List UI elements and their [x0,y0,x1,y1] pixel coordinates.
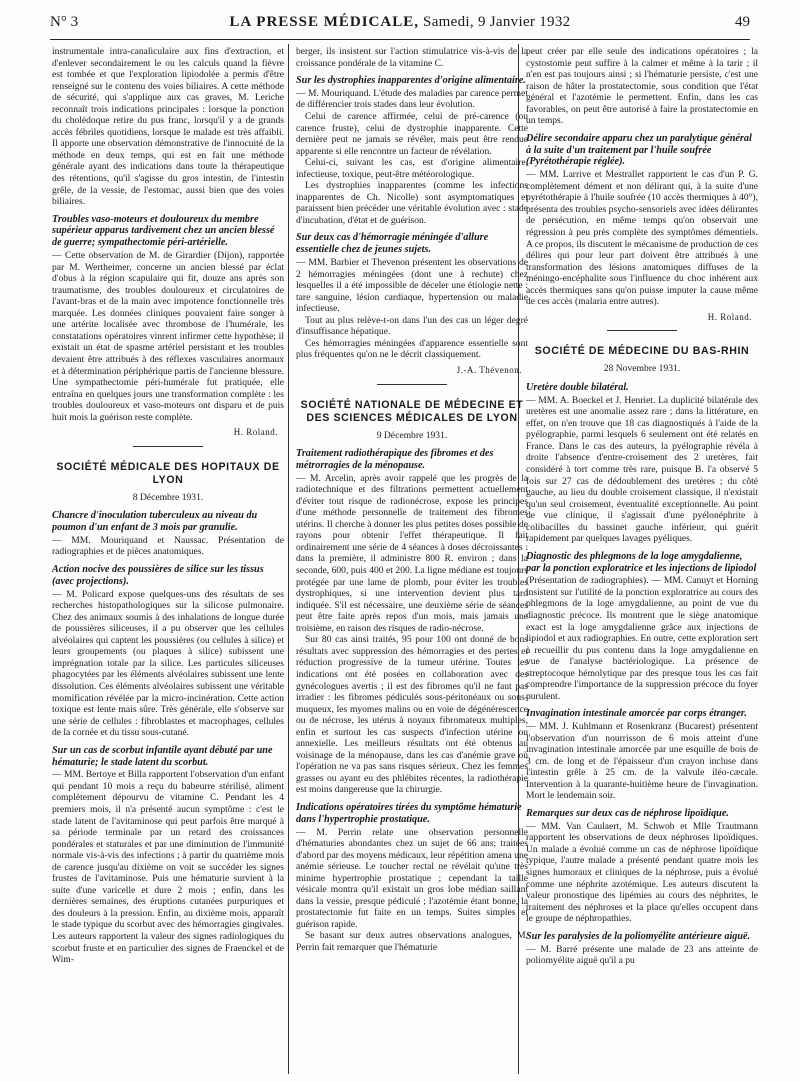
page-number: 49 [735,14,750,30]
paragraph: Se basant sur deux autres observations analogues, M. Perrin fait remarquer que l'hématurie [296,930,528,954]
issue-date: Samedi, 9 Janvier 1932 [423,14,571,30]
running-header [50,14,750,36]
paragraph: — M. Arcelin, après avoir rappelé que les progrès de la radiotechnique et des filtrations permettent actuellement d'éviter tout risque de radionécrose, expose les principes d'une méthode personnelle de traitement des fibromes utérins. Il cherche à donner les plus petites doses possible de rayons pour obtenir l'effet thérapeutique. Il fait ordinairement une série de 4 séances à doses décroissantes : dans la première, il administre 800 R. environ ; dans la seconde, 600, puis 400 et 200. La ligne médiane est toujours protégée par une lame de plomb, pour éviter les troubles dystrophiques, si une intervention devient plus tard indiquée. S'il est nécessaire, une deuxième série de séances peut être faite après repos d'un mois, mais jamais une troisième, en raison des risques de radio-nécrose. [296,472,528,634]
article-heading: Délire secondaire apparu chez un paralytique général à la suite d'un traitement par l'huile soufrée (Pyrétothérapie réglée). [526,132,752,168]
paragraph: instrumentale intra-canaliculaire aux fins d'extraction, et d'enlever secondairement le ou les calculs quand la fièvre est tombée et que l'exploration lipiodolée a permis d'être renseigné sur le contenu des voies biliaires. A cette méthode de sécurité, qui s'applique aux cas graves, M. Leriche reconnaît trois indications principales : lorsque la ponction du cholédoque retire du pus franc, lorsqu'il y a de grands accès fébriles quotidiens, lorsque le malade est très affaibli. Il apporte une observation démonstrative de l'innocuité de la méthode en deux temps, qui est en fait une méthode générale ayant des indications dans toute la thérapeutique des rétentions, qu'il s'agisse du gros intestin, de l'intestin grêle, de la vessie, de l'estomac, aussi bien que des voies biliaires. [52,46,284,208]
author-signature: H. Roland. [707,311,752,322]
article-heading: Diagnostic des phlegmons de la loge amygdalienne, par la ponction exploratrice et les injections de lipiodol [526,550,757,574]
author-signature: J.-A. Thévenon. [456,364,522,375]
article-heading: Troubles vaso-moteurs et douloureux du membre supérieur apparus tardivement chez un ancien blessé de guerre; sympathectomie péri-artérielle. [52,213,275,249]
paragraph: Tout au plus relève-t-on dans l'un des cas un léger degré d'insuffisance hépatique. [296,314,528,338]
society-heading: SOCIÉTÉ MÉDICALE DES HOPITAUX DE LYON [56,460,280,486]
article-heading: Invagination intestinale amorcée par corps étranger. [526,708,747,720]
article-heading: Sur les paralysies de la poliomyélite antérieure aiguë. [526,930,751,942]
column-divider [288,44,289,1074]
society-heading: SOCIÉTÉ NATIONALE DE MÉDECINE ET DES SCIENCES MÉDICALES DE LYON [300,398,524,424]
article-heading: Sur deux cas d'hémorragie méningée d'allure essentielle chez de jeunes sujets. [296,232,489,256]
paragraph: — MM. A. Boeckel et J. Henriet. La duplicité bilatérale des uretères est une anomalie assez rare ; dans la littérature, en effet, on n'en trouve que 18 cas diagnostiqués à l'aide de la pyélographie, parmi lesquels 6 seulement ont été relatés en France. Dans le cas des auteurs, la pyélographie révéla à droite l'absence d'entre-croisement des 2 uretères, fait considéré à tort comme très rare, puisque B. l'a observé 5 fois sur 27 cas de dédoublement des uretères ; du côté gauche, au lieu du double croisement classique, il n'existait qu'un seul croisement, éventualité exceptionnelle. Au point de vue clinique, il s'agissait d'une pyélonéphrite à colibacilles du bassinet gauche inférieur, qui guérit rapidement par quelques lavages pyéliques. [526,394,758,545]
paragraph: — MM. J. Kuhlmann et Rosenkranz (Bucarest) présentent l'observation d'un nourrisson de 6 mois atteint d'une invagination intestinale amorcée par une esquille de bois de 3 cm. de long et de l'épaisseur d'un crayon incluse dans l'intestin grêle à 25 cm. de la valvule iléo-cæcale. Intervention à la quarante-huitième heure de l'invagination. Mort le lendemain soir. [526,721,758,802]
paragraph: — Cette observation de M. de Girardier (Dijon), rapportée par M. Wertheimer, concerne un ancien blessé par éclat d'obus à la région scapulaire qui fit, douze ans après son traumatisme, des troubles douloureux et circulatoires de l'avant-bras et de la main avec impotence fonctionnelle très marquée. Les données cliniques pouvaient faire songer à une artérite localisée avec thrombose de l'humérale, les constatations opératoires vinrent infirmer cette hypothèse; il existait un état de spasme artériel persistant et les troubles devaient être attribués à des réflexes vasculaires anormaux et à détermination périphérique partis de l'ancienne blessure. Une sympathectomie péri-humérale fut pratiquée, elle entraîna en quelques jours une transformation complète : les troubles douloureux et vaso-moteurs ont disparu et de puis huit mois la guérison reste complète. [52,250,284,423]
paragraph: — MM. Van Caulaert, M. Schwob et Mlle Trautmann rapportent les observations de deux néphroses lipoïdiques. Un malade a évolué comme un cas de néphrose lipoïdique typique, l'autre malade a présenté pendant quatre mois les signes humoraux et cliniques de la néphrose, puis a évolué comme une néphrite azotémique. Les auteurs discutent la valeur pronostique des lipémies au cours des néphrites, le traitement des néphroses et la place qu'elles occupent dans le groupe de néphropathies. [526,820,758,925]
society-heading: SOCIÉTÉ DE MÉDECINE DU BAS-RHIN [534,345,750,358]
column-3 [526,46,758,1076]
paragraph: — M. Policard expose quelques-uns des résultats de ses recherches histopathologiques sur la silicose pulmonaire. Chez des animaux soumis à des inhalations de longue durée de poussières siliceuses, il a pu observer que les cellules alvéolaires qui captent les poussières (ou cellules à silice) et leurs groupements (ou plaques à silice) subissent une imprégnation totale par la silice. Les particules siliceuses phagocytées par les éléments alvéolaires subissent une lente dissolution. Ces éléments alvéolaires subissent une véritable momification révélée par la micro-incinération. Cette action toxique est lente mais sûre. Très générale, elle s'observe sur une série de cellules : fibroblastes et macrophages, cellules de la cornée et du tissu sous-cutané. [52,588,284,739]
paragraph: Celui-ci, suivant les cas, est d'origine alimentaire, infectieuse, toxique, peut-être météorologique. [296,157,528,180]
paragraph: — MM. Larrive et Mestrallet rapportent le cas d'un P. G. complètement dément et non délirant qui, à la suite d'une pyrétothérapie à l'huile soufrée (10 accès thermiques à 40°), présenta des troubles psycho-sensoriels avec idées délirantes de persécution, en même temps qu'on observait une régression à peu près complète des symptômes démentiels. A ce propos, ils discutent le mécanisme de production de ces délires qui pour leur part doivent être attribués à une transformation des lésions anatomiques diffuses de la méningo-encéphalite sous l'influence du choc inhérent aux accès thermiques sans qu'on puisse imputer la cause même de ces accès (malaria entre autres). [526,169,758,308]
article-heading: Traitement radiothérapique des fibromes et des métrorragies de la ménopause. [296,448,494,471]
paragraph: — MM. Bertoye et Billa rapportent l'observation d'un enfant qui pendant 10 mois a reçu du babeurre stérilisé, aliment complètement dépourvu de vitamine C. Pendant les 4 premiers mois, il n'a présenté aucun symptôme : c'est le stade latent de l'avitaminose qui peut parfois être marqué à sa période terminale par un retard des croissances pondérales et staturales et par une diminution de l'immunité normale vis-à-vis des infections ; à partir du quatrième mois de carence jusqu'au dixième on voit se succéder les signes frustes de l'avitaminose. Puis une hématurie survient à la suite d'une varicelle et dure 2 mois ; enfin, dans les dernières semaines, des éruptions cutanées purpuriques et des douleurs à la pression. Enfin, au dixième mois, apparaît le stade typique du scorbut avec des hémorragies gingivales. Les auteurs rapportent la valeur des signes radiologiques du scorbut fruste et en particulier des signes de Fraenckel et de Wim- [52,769,284,966]
paragraph: Ces hémorragies méningées d'apparence essentielle sont plus fréquentes qu'on ne le décrit classiquement. [296,337,528,361]
session-date: 28 Novembre 1931. [603,363,681,375]
session-date: 8 Décembre 1931. [132,491,204,503]
article-heading: Uretère double bilatéral. [526,381,629,393]
paragraph: — M. Barré présente une malade de 23 ans atteinte de poliomyélite aiguë qu'il a pu [526,943,758,967]
article-heading: Sur un cas de scorbut infantile ayant débuté par une hématurie; le stade latent du scorbut. [52,744,273,768]
issue-number: N° 3 [50,14,79,30]
article-heading: Indications opératoires tirées du symptôme hématurie dans l'hypertrophie prostatique. [296,801,522,825]
journal-name: LA PRESSE MÉDICALE, [229,14,419,30]
paragraph: (Présentation de radiographies). — MM. Canuyt et Horning insistent sur l'utilité de la ponction exploratrice au cours des phlegmons de la loge amygdalienne, au point de vue du diagnostic précoce. Ils montrent que le siège anatomique exact est la loge amygdalienne grâce aux injections de lipiodol et aux radiographies. En outre, cette exploration sert à recueillir du pus contenu dans la loge amygdalienne en vue de l'analyse bactériologique. La présence de streptocoque hémolytique par des presque tous les cas fait comprendre l'importance de la suppression précoce du foyer purulent. [526,575,758,702]
section-rule [133,446,203,447]
article-heading: Sur les dystrophies inapparentes d'origine alimentaire. [296,75,526,87]
paragraph: Les dystrophies inapparentes (comme les infections inapparentes de Ch. Nicolle) sont asymptomatiques et paraissent bien précéder une véritable évolution avec : stade d'incubation, d'état et de guérison. [296,180,528,226]
paragraph: — M. Perrin relate une observation personnelle d'hématuries abondantes chez un sujet de 66 ans; traitées d'abord par des moyens médicaux, leur répétition amena une anémie sérieuse. Le toucher rectal ne révélait qu'une très minime hypertrophie prostatique ; cependant la taille vésicale montra qu'il existait un gros lobe médian saillant dans la vessie, presque pédiculé ; l'azotémie étant bonne, la prostatectomie fut faite en un temps. Suites simples et guérison rapide. [296,826,528,930]
paragraph: berger, ils insistent sur l'action stimulatrice vis-à-vis de la croissance pondérale de la vitamine C. [296,46,528,69]
section-rule [377,384,447,385]
paragraph: — M. Mouriquand. L'étude des maladies par carence permet de différencier trois stades dans leur évolution. [296,87,528,111]
column-1 [52,46,284,1076]
paragraph: — MM. Mouriquand et Naussac. Présentation de radiographies et de pièces anatomiques. [52,534,284,558]
paragraph: Celui de carence affirmée, celui de pré-carence (ou carence fruste), celui de dystrophie inapparente. Cette dernière peut ne jamais se révéler, mais peut être rendue apparente si elle rencontre un facteur de révélation. [296,110,528,157]
article-heading: Remarques sur deux cas de néphrose lipoïdique. [526,808,729,820]
article-heading: Chancre d'inoculation tuberculeux au niveau du poumon d'un enfant de 3 mois par granulie. [52,510,258,534]
paragraph: — MM. Barbier et Thevenon présentent les observations de 2 hémorragies méningées (dont une à rechute) chez lesquelles il a été impossible de déceler une étiologie nette : tare sanguine, lésion cardiaque, hypertension ou maladie infectieuse. [296,257,528,315]
paragraph: peut créer par elle seule des indications opératoires ; la cystostomie peut suffire à la calmer et même à la tarir ; il n'en est pas toujours ainsi ; si l'hématurie persiste, c'est une raison de hâter la prostatectomie, sous condition que l'état général et l'azotémie le permettent. Enfin, dans les cas favorables, on peut être autorisé à faire la prostatectomie en un temps. [526,46,758,127]
article-heading: Action nocive des poussières de silice sur les tissus (avec projections). [52,564,264,587]
session-date: 9 Décembre 1931. [376,429,448,441]
journal-title [50,14,750,31]
section-rule [607,330,677,331]
header-rule [50,39,750,40]
column-2 [296,46,528,1076]
author-signature: H. Roland. [233,427,278,438]
paragraph: Sur 80 cas ainsi traités, 95 pour 100 ont donné de bons résultats avec suppression des hémorragies et des pertes et réduction progressive de la tumeur utérine. Toutes les indications ont été posées en collaboration avec des gynécologues avertis ; il est des fibromes qu'il ne faut pas irradier : les fibromes pédiculés sous-péritonéaux ou sous-muqueux, les myomes malins ou en voie de dégénérescence ou de nécrose, les utérus à noyaux fibromateux multiples, enfin et surtout les cas suspects d'infection utérine ou annexielle. Les meilleurs résultats ont été obtenus au voisinage de la ménopause, dans les cas d'anémie grave où l'opération ne va pas sans risques sérieux. Chez les femmes grasses ou ayant eu des phlébites récentes, la radiothérapie est moins dangereuse que la chirurgie. [296,634,528,796]
